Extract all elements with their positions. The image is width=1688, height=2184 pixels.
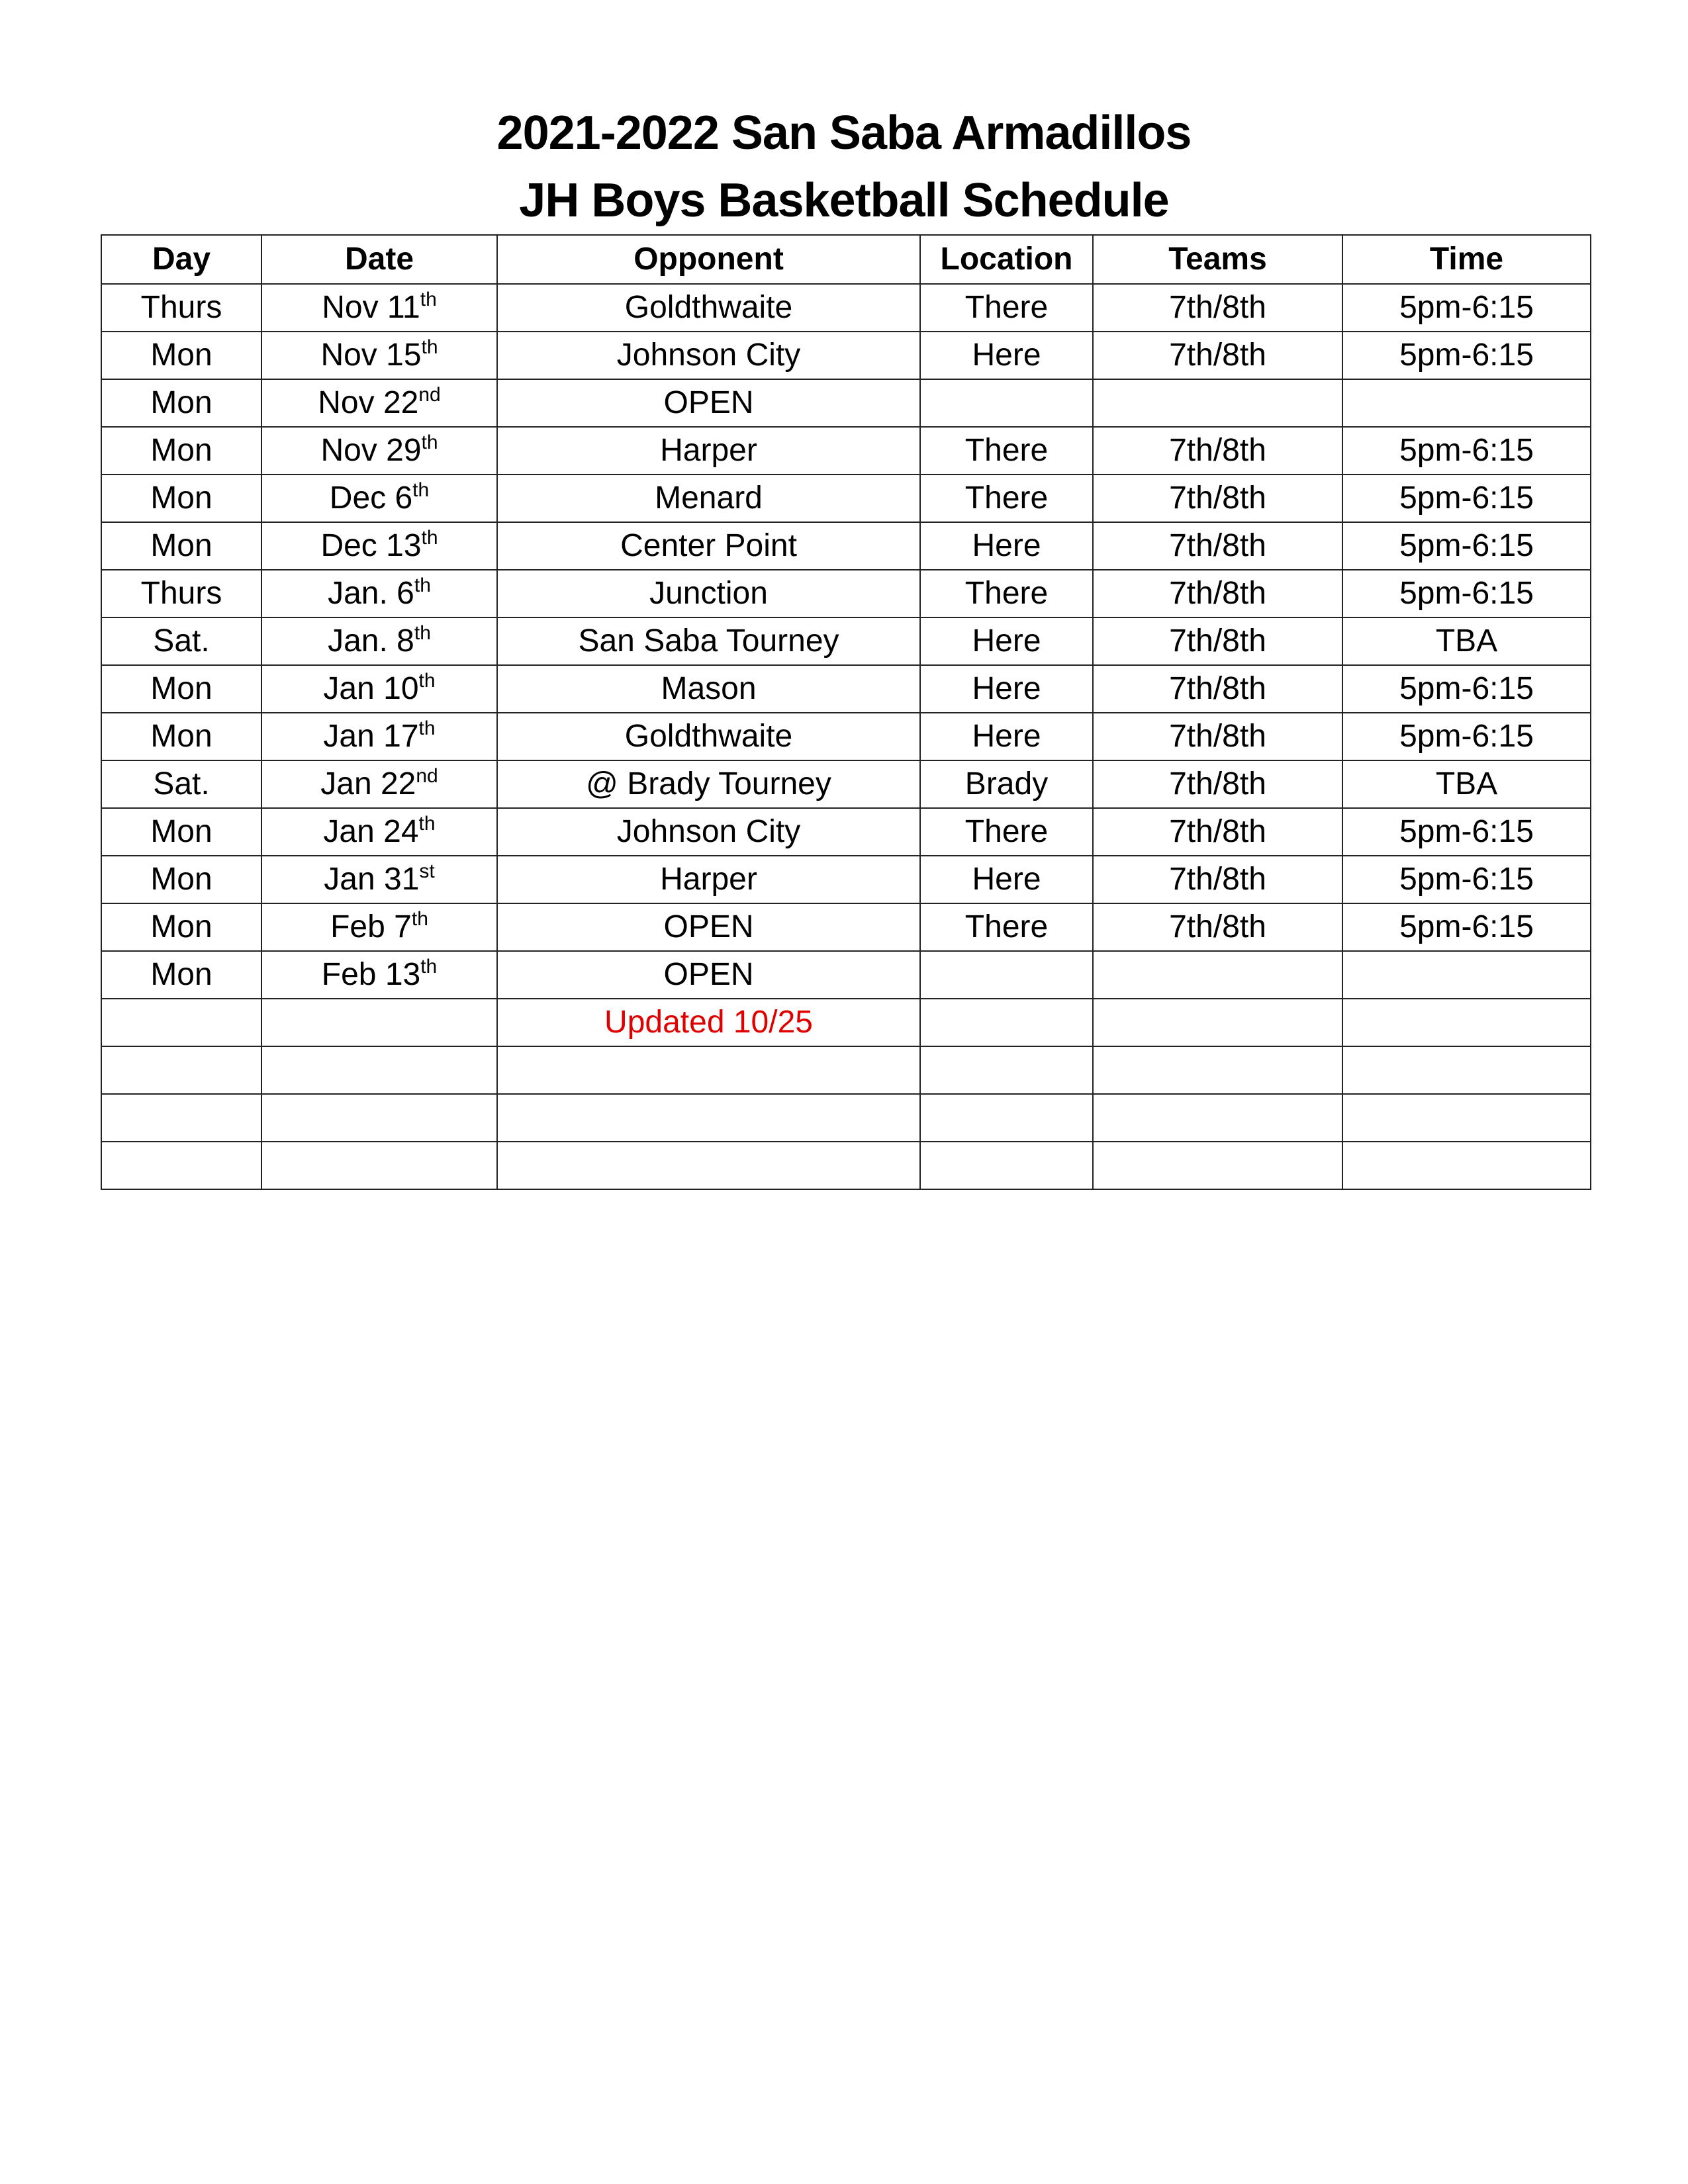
date-cell <box>261 665 497 713</box>
opponent-cell: OPEN <box>497 903 920 951</box>
teams-cell <box>1093 951 1342 999</box>
date-text: Dec 6 <box>329 480 413 516</box>
empty-cell <box>261 1142 497 1189</box>
empty-cell <box>1093 1046 1342 1094</box>
day-cell: Mon <box>101 856 261 903</box>
location-cell: Here <box>920 617 1093 665</box>
location-cell: Here <box>920 522 1093 570</box>
teams-cell <box>1093 999 1342 1046</box>
time-cell: 5pm-6:15 <box>1342 570 1591 617</box>
teams-cell: 7th/8th <box>1093 856 1342 903</box>
date-text: Nov 29 <box>320 433 422 468</box>
location-cell: Here <box>920 665 1093 713</box>
opponent-cell: Johnson City <box>497 808 920 856</box>
empty-cell <box>920 1046 1093 1094</box>
location-cell: There <box>920 284 1093 332</box>
schedule-table <box>101 234 1591 1190</box>
time-cell: 5pm-6:15 <box>1342 713 1591 760</box>
empty-cell <box>101 1046 261 1094</box>
ordinal-suffix: th <box>421 527 438 549</box>
date-cell <box>261 475 497 522</box>
empty-cell <box>1093 1142 1342 1189</box>
col-day: Day <box>101 235 261 284</box>
table-row <box>101 760 1591 808</box>
date-cell <box>261 999 497 1046</box>
date-cell <box>261 284 497 332</box>
day-cell: Mon <box>101 522 261 570</box>
ordinal-suffix: th <box>414 622 431 644</box>
ordinal-suffix: th <box>418 717 436 739</box>
time-cell: TBA <box>1342 617 1591 665</box>
schedule-title-line2: JH Boys Basketball Schedule <box>519 174 1169 227</box>
date-cell <box>261 903 497 951</box>
table-row <box>101 903 1591 951</box>
teams-cell: 7th/8th <box>1093 808 1342 856</box>
empty-cell <box>1342 1094 1591 1142</box>
empty-cell <box>497 1142 920 1189</box>
day-cell: Sat. <box>101 760 261 808</box>
day-cell: Mon <box>101 713 261 760</box>
date-text: Jan 10 <box>323 671 419 706</box>
teams-cell: 7th/8th <box>1093 570 1342 617</box>
opponent-cell: OPEN <box>497 379 920 427</box>
location-cell: There <box>920 808 1093 856</box>
ordinal-suffix: th <box>421 336 438 358</box>
location-cell: There <box>920 570 1093 617</box>
day-cell: Sat. <box>101 617 261 665</box>
teams-cell: 7th/8th <box>1093 713 1342 760</box>
col-teams: Teams <box>1093 235 1342 284</box>
date-text: Jan 24 <box>323 814 419 849</box>
date-text: Jan. 8 <box>328 623 414 659</box>
table-row <box>101 332 1591 379</box>
day-cell: Mon <box>101 951 261 999</box>
time-cell: 5pm-6:15 <box>1342 856 1591 903</box>
header-row <box>101 235 1591 284</box>
date-cell <box>261 713 497 760</box>
day-cell: Thurs <box>101 284 261 332</box>
table-row <box>101 475 1591 522</box>
ordinal-suffix: th <box>420 956 438 978</box>
teams-cell <box>1093 379 1342 427</box>
ordinal-suffix: st <box>419 860 435 882</box>
date-cell <box>261 808 497 856</box>
ordinal-suffix: th <box>420 289 437 310</box>
day-cell: Mon <box>101 475 261 522</box>
empty-cell <box>497 1094 920 1142</box>
opponent-cell: Johnson City <box>497 332 920 379</box>
ordinal-suffix: th <box>418 670 436 692</box>
opponent-cell: San Saba Tourney <box>497 617 920 665</box>
date-text: Dec 13 <box>320 528 422 563</box>
table-row <box>101 713 1591 760</box>
date-text: Feb 13 <box>321 957 421 992</box>
date-cell <box>261 760 497 808</box>
empty-cell <box>920 1094 1093 1142</box>
updated-note: Updated 10/25 <box>497 999 920 1046</box>
opponent-cell: @ Brady Tourney <box>497 760 920 808</box>
ordinal-suffix: th <box>421 432 438 453</box>
table-row <box>101 379 1591 427</box>
teams-cell: 7th/8th <box>1093 332 1342 379</box>
empty-cell <box>1342 1046 1591 1094</box>
col-opponent: Opponent <box>497 235 920 284</box>
updated-note-row <box>101 999 1591 1046</box>
blank-row <box>101 1046 1591 1094</box>
location-cell <box>920 999 1093 1046</box>
opponent-cell: Mason <box>497 665 920 713</box>
teams-cell: 7th/8th <box>1093 903 1342 951</box>
date-text: Nov 11 <box>322 290 420 325</box>
date-text: Feb 7 <box>330 909 412 944</box>
teams-cell: 7th/8th <box>1093 760 1342 808</box>
table-row <box>101 856 1591 903</box>
teams-cell: 7th/8th <box>1093 284 1342 332</box>
date-cell <box>261 332 497 379</box>
teams-cell: 7th/8th <box>1093 522 1342 570</box>
location-cell <box>920 951 1093 999</box>
location-cell: There <box>920 475 1093 522</box>
ordinal-suffix: nd <box>418 384 441 406</box>
location-cell: There <box>920 903 1093 951</box>
table-row <box>101 522 1591 570</box>
col-date: Date <box>261 235 497 284</box>
location-cell: Here <box>920 856 1093 903</box>
opponent-cell: Menard <box>497 475 920 522</box>
date-cell <box>261 379 497 427</box>
date-text: Jan 17 <box>323 719 419 754</box>
location-cell: Here <box>920 332 1093 379</box>
day-cell: Mon <box>101 379 261 427</box>
opponent-cell: Junction <box>497 570 920 617</box>
empty-cell <box>1342 1142 1591 1189</box>
empty-cell <box>261 1046 497 1094</box>
empty-cell <box>101 1094 261 1142</box>
time-cell: 5pm-6:15 <box>1342 284 1591 332</box>
date-text: Jan. 6 <box>328 576 414 611</box>
date-cell <box>261 570 497 617</box>
opponent-cell: Goldthwaite <box>497 284 920 332</box>
table-row <box>101 427 1591 475</box>
teams-cell: 7th/8th <box>1093 475 1342 522</box>
teams-cell: 7th/8th <box>1093 427 1342 475</box>
date-text: Nov 15 <box>320 338 422 373</box>
location-cell <box>920 379 1093 427</box>
time-cell <box>1342 379 1591 427</box>
time-cell <box>1342 951 1591 999</box>
teams-cell: 7th/8th <box>1093 617 1342 665</box>
teams-cell: 7th/8th <box>1093 665 1342 713</box>
time-cell: 5pm-6:15 <box>1342 903 1591 951</box>
time-cell: 5pm-6:15 <box>1342 332 1591 379</box>
ordinal-suffix: th <box>418 813 436 835</box>
opponent-cell: OPEN <box>497 951 920 999</box>
day-cell <box>101 999 261 1046</box>
opponent-cell: Center Point <box>497 522 920 570</box>
day-cell: Mon <box>101 332 261 379</box>
location-cell: Here <box>920 713 1093 760</box>
ordinal-suffix: th <box>411 908 428 930</box>
date-cell <box>261 427 497 475</box>
location-cell: There <box>920 427 1093 475</box>
day-cell: Mon <box>101 903 261 951</box>
table-row <box>101 808 1591 856</box>
empty-cell <box>261 1094 497 1142</box>
day-cell: Mon <box>101 665 261 713</box>
table-row <box>101 284 1591 332</box>
date-cell <box>261 522 497 570</box>
time-cell <box>1342 999 1591 1046</box>
date-text: Nov 22 <box>318 385 419 420</box>
date-cell <box>261 617 497 665</box>
time-cell: 5pm-6:15 <box>1342 665 1591 713</box>
col-location: Location <box>920 235 1093 284</box>
time-cell: 5pm-6:15 <box>1342 427 1591 475</box>
blank-row <box>101 1142 1591 1189</box>
date-cell <box>261 951 497 999</box>
empty-cell <box>497 1046 920 1094</box>
opponent-cell: Goldthwaite <box>497 713 920 760</box>
date-text: Jan 22 <box>320 766 416 801</box>
empty-cell <box>920 1142 1093 1189</box>
ordinal-suffix: th <box>414 574 431 596</box>
table-row <box>101 951 1591 999</box>
time-cell: 5pm-6:15 <box>1342 808 1591 856</box>
schedule-title-line1: 2021-2022 San Saba Armadillos <box>496 107 1192 159</box>
time-cell: 5pm-6:15 <box>1342 522 1591 570</box>
table-row <box>101 665 1591 713</box>
date-text: Jan 31 <box>324 862 420 897</box>
opponent-cell: Harper <box>497 856 920 903</box>
ordinal-suffix: th <box>412 479 430 501</box>
time-cell: TBA <box>1342 760 1591 808</box>
table-row <box>101 570 1591 617</box>
opponent-cell: Harper <box>497 427 920 475</box>
ordinal-suffix: nd <box>416 765 438 787</box>
date-cell <box>261 856 497 903</box>
empty-cell <box>101 1142 261 1189</box>
col-time: Time <box>1342 235 1591 284</box>
table-row <box>101 617 1591 665</box>
time-cell: 5pm-6:15 <box>1342 475 1591 522</box>
day-cell: Mon <box>101 808 261 856</box>
day-cell: Thurs <box>101 570 261 617</box>
day-cell: Mon <box>101 427 261 475</box>
blank-row <box>101 1094 1591 1142</box>
empty-cell <box>1093 1094 1342 1142</box>
location-cell: Brady <box>920 760 1093 808</box>
